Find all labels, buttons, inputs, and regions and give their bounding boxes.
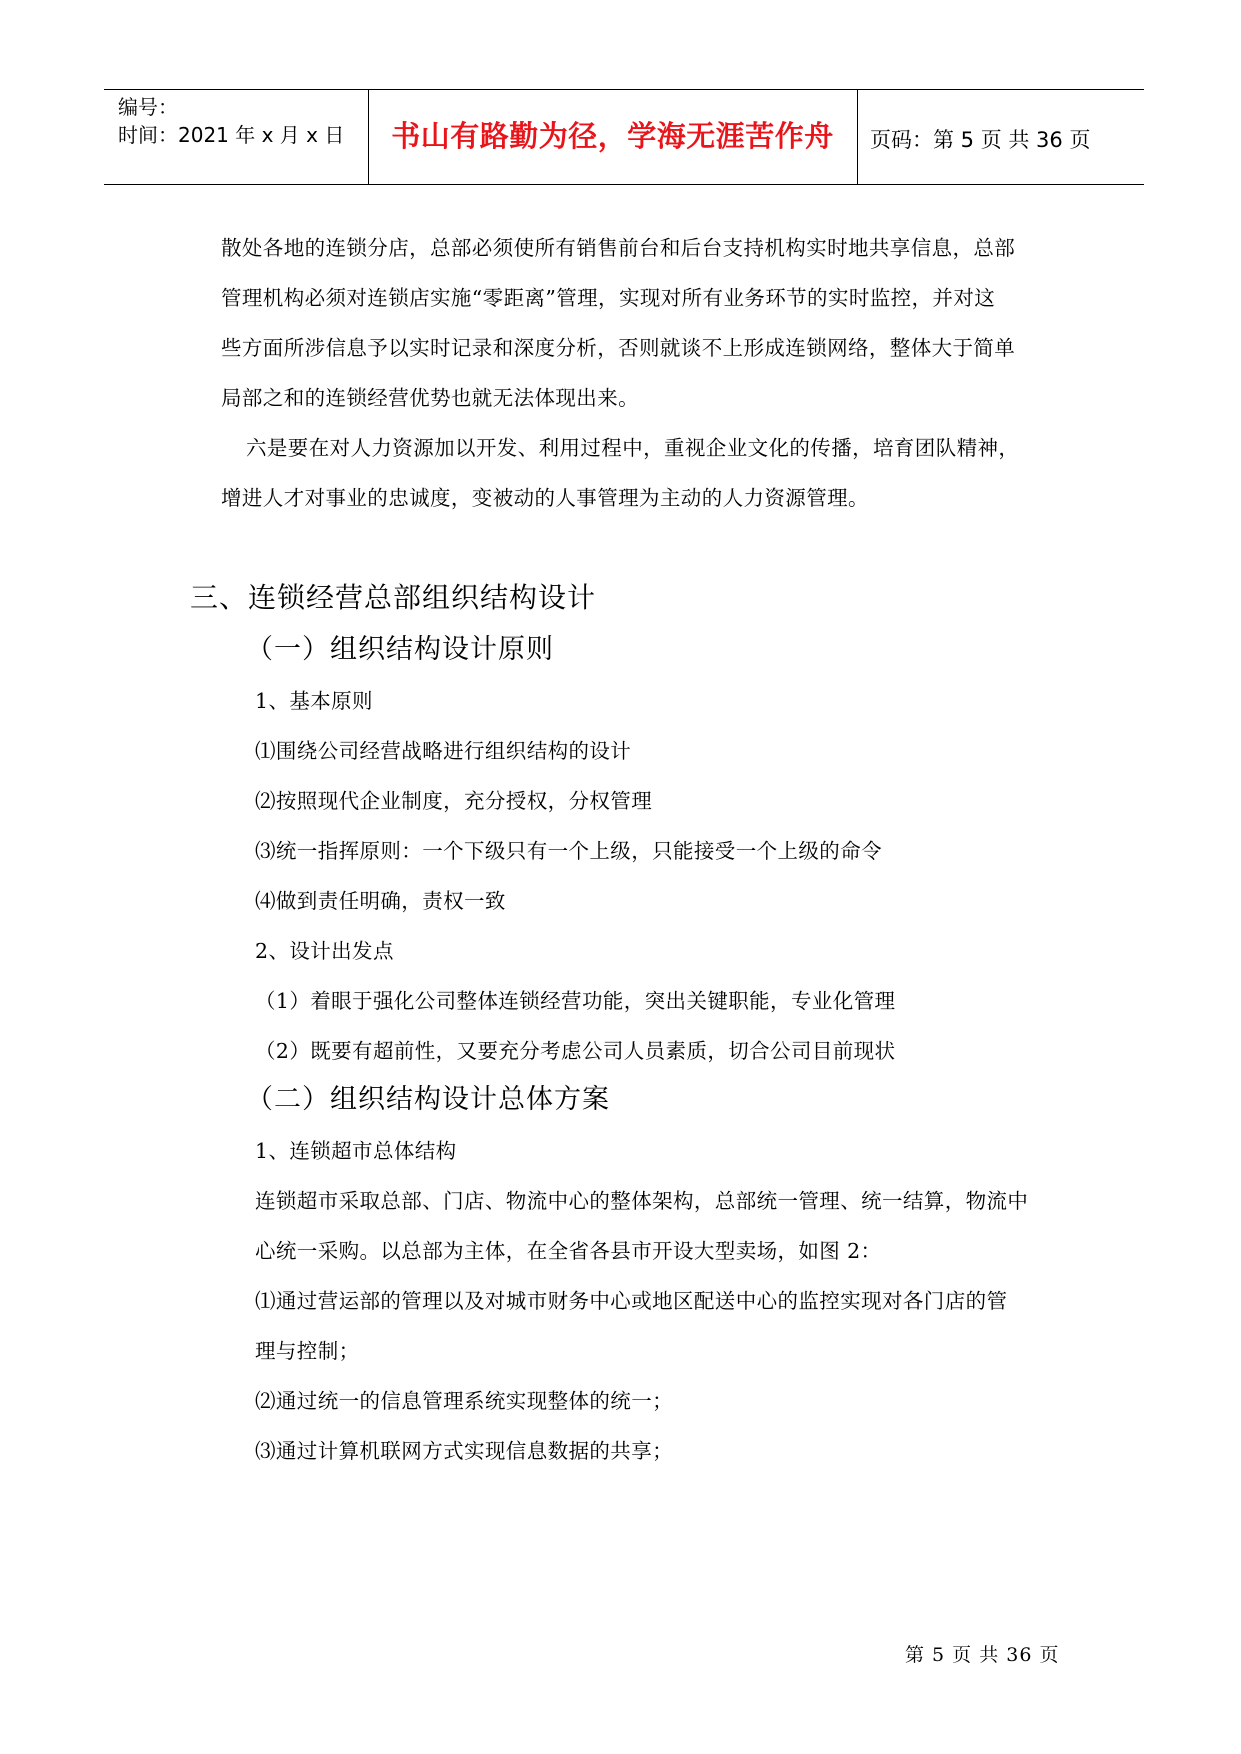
list-item: 1、基本原则	[255, 689, 373, 713]
header-divider-right	[857, 90, 858, 184]
paragraph-line: 散处各地的连锁分店，总部必须使所有销售前台和后台支持机构实时地共享信息，总部	[221, 236, 1016, 260]
paragraph-line: 些方面所涉信息予以实时记录和深度分析，否则就谈不上形成连锁网络，整体大于简单	[221, 336, 1016, 360]
paragraph-line: 心统一采购。以总部为主体，在全省各县市开设大型卖场，如图 2：	[255, 1239, 882, 1263]
list-item: ⑴围绕公司经营战略进行组织结构的设计	[255, 739, 632, 763]
list-item: ⑵通过统一的信息管理系统实现整体的统一；	[255, 1389, 673, 1413]
document-header	[104, 89, 1144, 185]
list-item: ⑴通过营运部的管理以及对城市财务中心或地区配送中心的监控实现对各门店的管	[255, 1289, 1008, 1313]
list-item: ⑷做到责任明确，责权一致	[255, 889, 506, 913]
paragraph-line: 连锁超市采取总部、门店、物流中心的整体架构，总部统一管理、统一结算，物流中	[255, 1189, 1029, 1213]
header-page-label: 页码：第 5 页 共 36 页	[870, 128, 1091, 152]
number-label: 编号：	[118, 95, 178, 119]
section-heading: 三、连锁经营总部组织结构设计	[190, 581, 597, 614]
paragraph-line: 局部之和的连锁经营优势也就无法体现出来。	[221, 386, 639, 410]
header-meta	[118, 93, 344, 149]
list-item: 2、设计出发点	[255, 939, 394, 963]
subsection-heading: （二）组织结构设计总体方案	[246, 1084, 610, 1115]
list-item: ⑶统一指挥原则：一个下级只有一个上级，只能接受一个上级的命令	[255, 839, 882, 863]
paragraph-line: 管理机构必须对连锁店实施“零距离”管理，实现对所有业务环节的实时监控，并对这	[221, 286, 996, 310]
paragraph-line: 增进人才对事业的忠诚度，变被动的人事管理为主动的人力资源管理。	[221, 486, 869, 510]
list-item: ⑵按照现代企业制度，充分授权，分权管理	[255, 789, 653, 813]
list-item: （1）着眼于强化公司整体连锁经营功能，突出关键职能，专业化管理	[255, 989, 896, 1013]
list-item: 1、连锁超市总体结构	[255, 1139, 457, 1163]
header-motto: 书山有路勤为径，学海无涯苦作舟	[391, 119, 834, 153]
paragraph-line: 理与控制；	[255, 1339, 360, 1363]
page-footer: 第 5 页 共 36 页	[905, 1644, 1060, 1666]
list-item: （2）既要有超前性，又要充分考虑公司人员素质，切合公司目前现状	[255, 1039, 896, 1063]
paragraph-line: 六是要在对人力资源加以开发、利用过程中，重视企业文化的传播，培育团队精神，	[246, 436, 1020, 460]
list-item: ⑶通过计算机联网方式实现信息数据的共享；	[255, 1439, 673, 1463]
time-label: 时间：2021 年 x 月 x 日	[118, 123, 345, 147]
subsection-heading: （一）组织结构设计原则	[246, 634, 554, 665]
